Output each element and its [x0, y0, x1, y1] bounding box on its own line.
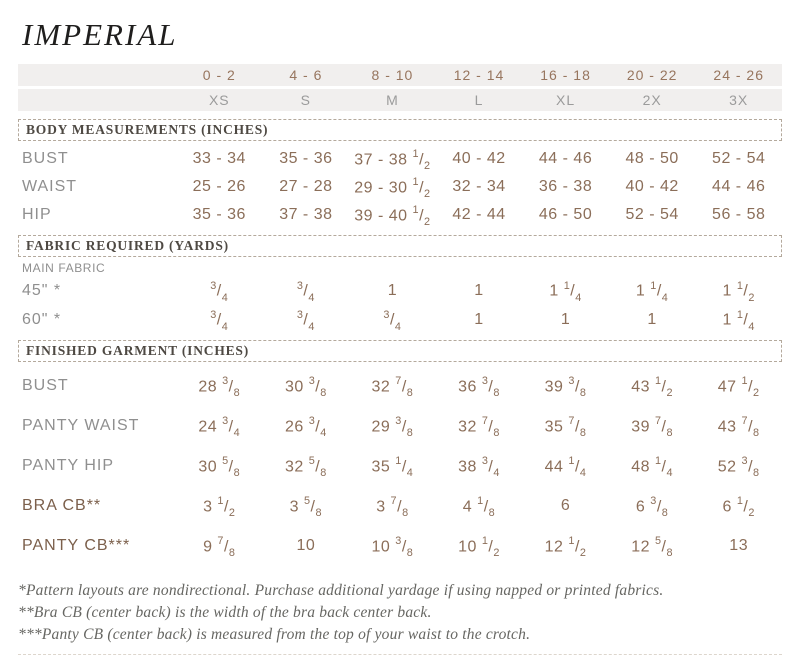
table-cell: 52 $^3/_8$: [717, 455, 760, 480]
table-row-waist: [18, 173, 782, 201]
size-number-cell: 16 - 18: [540, 67, 591, 83]
table-cell: 29 $^3/_8$: [371, 415, 414, 440]
table-cell: 35 $^1/_4$: [371, 455, 414, 480]
table-cell: 32 $^5/_8$: [284, 455, 327, 480]
row-label: BUST: [22, 150, 69, 167]
table-cell: 12 $^1/_2$: [544, 535, 587, 560]
table-cell: 6 $^1/_2$: [722, 495, 755, 520]
table-cell: 4 $^1/_8$: [462, 495, 496, 520]
table-cell: 6 $^3/_8$: [635, 495, 669, 520]
table-cell: 12 $^5/_8$: [631, 535, 674, 560]
table-cell: 28 $^3/_8$: [198, 375, 241, 400]
table-cell: 25 - 26: [192, 178, 246, 195]
size-number-row: [18, 64, 782, 86]
table-row-bra-cb: [18, 486, 782, 526]
table-cell: 1: [474, 281, 484, 299]
table-cell: 10: [296, 537, 316, 554]
table-cell: 48 $^1/_4$: [631, 455, 674, 480]
table-cell: 29 - 30 $^1/_2$: [354, 176, 431, 201]
size-number-cell: 8 - 10: [371, 67, 414, 83]
section-heading-finished-garment: [18, 340, 782, 362]
size-number-cell: 24 - 26: [713, 67, 764, 83]
table-cell: $^3/_4$: [210, 308, 229, 333]
size-letter-cell: S: [300, 92, 312, 108]
table-row-45in: [18, 276, 782, 305]
main-fabric-label: MAIN FABRIC: [22, 261, 106, 275]
table-cell: 24 $^3/_4$: [198, 415, 241, 440]
table-cell: 39 $^7/_8$: [631, 415, 674, 440]
table-cell: 9 $^7/_8$: [203, 535, 236, 560]
table-cell: 40 - 42: [452, 150, 506, 167]
table-cell: 38 $^3/_4$: [458, 455, 500, 480]
size-letter-cell: XS: [208, 92, 230, 108]
table-cell: 13: [729, 537, 749, 554]
size-letter-cell: XL: [556, 92, 576, 108]
row-label: 45" *: [22, 281, 62, 299]
row-label: HIP: [22, 206, 52, 223]
table-cell: 1: [560, 310, 571, 328]
table-cell: 26 $^3/_4$: [284, 415, 327, 440]
table-cell: $^3/_4$: [383, 308, 402, 333]
footnote-line: *Pattern layouts are nondirectional. Purchase additional yardage if using napped or printed fabrics.: [18, 582, 664, 599]
footnotes: [18, 580, 782, 646]
table-row-panty-waist: [18, 406, 782, 446]
table-cell: 52 - 54: [712, 150, 766, 167]
row-label: PANTY WAIST: [22, 417, 140, 434]
table-cell: 36 $^3/_8$: [458, 375, 500, 400]
table-cell: 42 - 44: [452, 206, 506, 223]
table-cell: 30 $^3/_8$: [284, 375, 327, 400]
table-cell: 35 $^7/_8$: [544, 415, 587, 440]
row-label: 60" *: [22, 310, 62, 328]
section-heading-fabric-required: [18, 235, 782, 257]
table-cell: 52 - 54: [625, 206, 679, 223]
page-title: IMPERIAL: [22, 17, 178, 52]
size-number-cell: 20 - 22: [626, 67, 678, 83]
table-cell: 37 - 38 $^1/_2$: [354, 148, 431, 173]
table-cell: 27 - 28: [279, 178, 333, 195]
table-row-60in: [18, 305, 782, 334]
size-number-cell: 12 - 14: [453, 67, 505, 83]
table-cell: 43 $^7/_8$: [717, 415, 760, 440]
size-letter-cell: L: [474, 92, 484, 108]
table-cell: 1 $^1/_4$: [722, 308, 755, 333]
table-row-finished-bust: [18, 366, 782, 406]
table-cell: 32 $^7/_8$: [371, 375, 414, 400]
table-cell: 32 - 34: [452, 178, 506, 195]
table-cell: 10 $^3/_8$: [371, 535, 414, 560]
table-cell: $^3/_4$: [296, 279, 315, 304]
table-cell: $^3/_4$: [210, 279, 229, 304]
table-cell: 44 - 46: [712, 178, 766, 195]
table-cell: 47 $^1/_2$: [717, 375, 760, 400]
size-letter-cell: 2X: [642, 92, 662, 108]
table-row-bust: [18, 145, 782, 173]
size-letter-row: [18, 89, 782, 111]
section-heading-label: FINISHED GARMENT (INCHES): [26, 343, 250, 358]
row-label: BUST: [22, 377, 69, 394]
table-cell: 1 $^1/_4$: [549, 279, 582, 304]
size-letter-cell: M: [386, 92, 399, 108]
table-cell: 43 $^1/_2$: [631, 375, 674, 400]
table-cell: 10 $^1/_2$: [458, 535, 500, 560]
table-cell: 1 $^1/_2$: [722, 279, 755, 304]
row-label: WAIST: [22, 178, 78, 195]
bottom-divider: [18, 654, 782, 655]
table-cell: 35 - 36: [192, 206, 246, 223]
section-heading-label: FABRIC REQUIRED (YARDS): [26, 238, 229, 253]
row-label: PANTY CB***: [22, 537, 131, 554]
table-cell: 37 - 38: [279, 206, 333, 223]
table-cell: 30 $^5/_8$: [198, 455, 241, 480]
row-label: BRA CB**: [22, 497, 102, 514]
size-number-cell: 0 - 2: [202, 67, 236, 83]
table-cell: 40 - 42: [625, 178, 679, 195]
table-cell: 3 $^1/_2$: [203, 495, 236, 520]
table-row-hip: [18, 201, 782, 229]
table-cell: 39 $^3/_8$: [544, 375, 587, 400]
table-cell: 46 - 50: [538, 206, 593, 223]
size-letter-cell: 3X: [729, 92, 749, 108]
table-cell: 1: [387, 281, 398, 299]
footnote-line: ***Panty CB (center back) is measured from the top of your waist to the crotch.: [18, 626, 531, 643]
table-cell: 48 - 50: [625, 150, 679, 167]
table-cell: 33 - 34: [192, 150, 246, 167]
section-heading-label: BODY MEASUREMENTS (INCHES): [26, 122, 269, 137]
table-cell: 1: [474, 310, 484, 328]
table-cell: 1 $^1/_4$: [635, 279, 669, 304]
table-row-panty-hip: [18, 446, 782, 486]
table-cell: 3 $^7/_8$: [376, 495, 409, 520]
table-cell: 1: [647, 310, 657, 328]
table-cell: 44 - 46: [538, 150, 593, 167]
size-number-cell: 4 - 6: [289, 67, 323, 83]
table-cell: 3 $^5/_8$: [289, 495, 323, 520]
section-heading-body-measurements: [18, 119, 782, 141]
table-row-panty-cb: [18, 526, 782, 566]
table-cell: $^3/_4$: [296, 308, 315, 333]
table-cell: 39 - 40 $^1/_2$: [354, 204, 431, 229]
table-cell: 35 - 36: [279, 150, 333, 167]
row-label: PANTY HIP: [22, 457, 114, 474]
table-cell: 56 - 58: [712, 206, 766, 223]
footnote-line: **Bra CB (center back) is the width of the bra back center back.: [18, 604, 432, 621]
table-cell: 32 $^7/_8$: [458, 415, 500, 440]
table-cell: 36 - 38: [538, 178, 593, 195]
table-cell: 44 $^1/_4$: [544, 455, 587, 480]
table-cell: 6: [560, 497, 571, 514]
